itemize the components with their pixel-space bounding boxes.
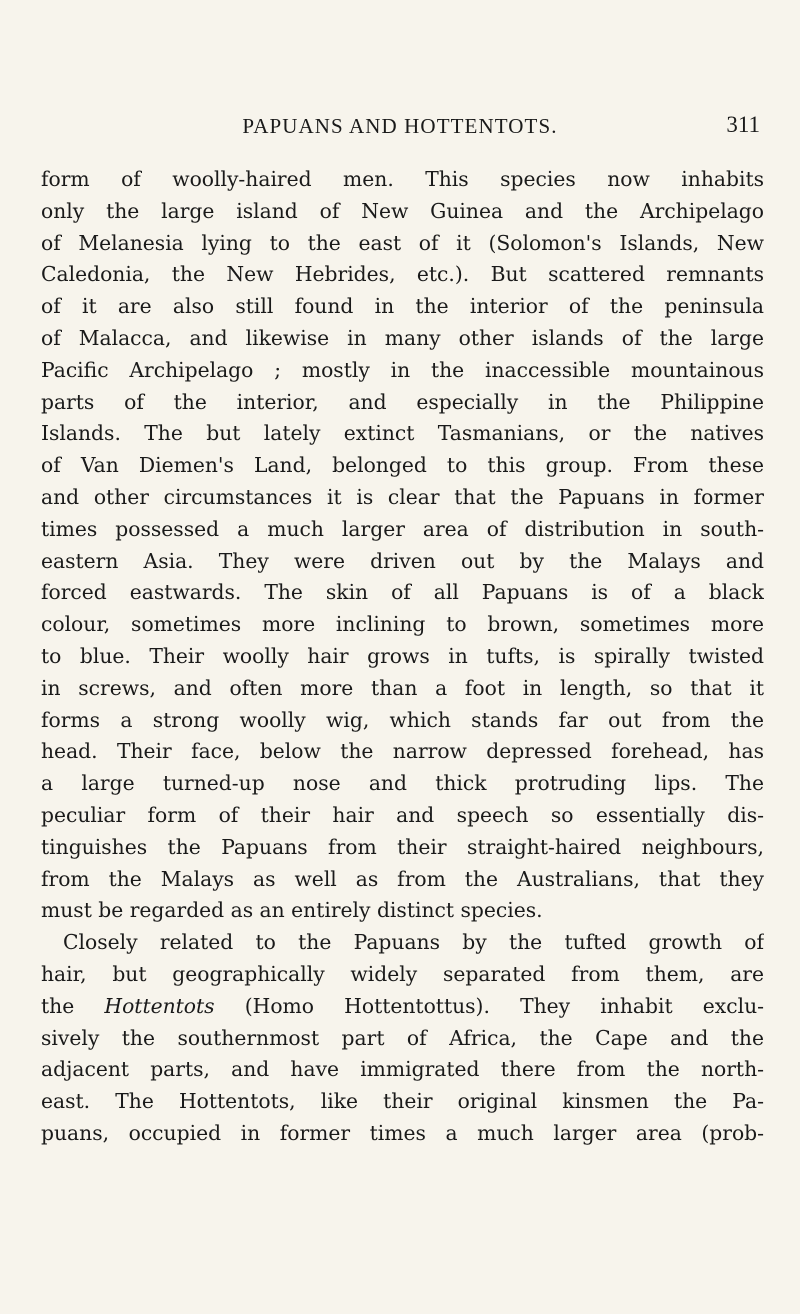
text-line: eastern Asia. They were driven out by the Malays and xyxy=(41,548,764,573)
text-line: Closely related to the Papuans by the tufted growth of xyxy=(63,930,764,955)
text-line: Caledonia, the New Hebrides, etc.). But scattered remnants xyxy=(41,262,764,287)
text-line: adjacent parts, and have immigrated there from the north- xyxy=(41,1057,764,1082)
text-line: head. Their face, below the narrow depressed forehead, has xyxy=(41,739,764,764)
text-line: forced eastwards. The skin of all Papuans is of a black xyxy=(41,580,764,605)
running-title: PAPUANS AND HOTTENTOTS. xyxy=(242,114,558,138)
text-line: of Melanesia lying to the east of it (Solomon's Islands, New xyxy=(41,230,764,255)
text-line: Islands. The but lately extinct Tasmanians, or the natives xyxy=(41,421,764,446)
text-line: and other circumstances it is clear that the Papuans in former xyxy=(41,484,764,509)
text-line: only the large island of New Guinea and the Archipelago xyxy=(41,198,764,223)
text-line: to blue. Their woolly hair grows in tufts, is spirally twisted xyxy=(41,643,764,668)
text-line: of it are also still found in the interior of the peninsula xyxy=(41,294,764,319)
text-line: colour, sometimes more inclining to brown, sometimes more xyxy=(41,612,764,637)
text-line: east. The Hottentots, like their original kinsmen the Pa- xyxy=(41,1089,764,1114)
text-line: from the Malays as well as from the Australians, that they xyxy=(41,866,764,891)
text-line: times possessed a much larger area of distribution in south- xyxy=(41,516,764,541)
text-line: sively the southernmost part of Africa, the Cape and the xyxy=(41,1025,764,1050)
text-line: in screws, and often more than a foot in length, so that it xyxy=(41,675,764,700)
text-line: a large turned-up nose and thick protruding lips. The xyxy=(41,771,764,796)
page-number: 311 xyxy=(726,112,760,137)
body-text xyxy=(41,164,764,1150)
text-line: of Malacca, and likewise in many other islands of the large xyxy=(41,325,764,350)
text-run: the xyxy=(41,993,105,1018)
text-line: puans, occupied in former times a much larger area (prob- xyxy=(41,1120,764,1145)
text-line: form of woolly-haired men. This species now inhabits xyxy=(41,167,764,191)
text-line: of Van Diemen's Land, belonged to this group. From these xyxy=(41,453,764,478)
text-line: tinguishes the Papuans from their straight-haired neighbours, xyxy=(41,834,764,859)
text-line: Pacific Archipelago ; mostly in the inaccessible mountainous xyxy=(41,357,764,382)
text-line: hair, but geographically widely separated from them, are xyxy=(41,961,764,986)
running-head xyxy=(40,112,760,148)
text-line: parts of the interior, and especially in the Philippine xyxy=(41,389,764,414)
text-line: forms a strong woolly wig, which stands far out from the xyxy=(41,707,764,732)
text-line xyxy=(41,991,764,1023)
text-run: (Homo Hottentottus). They inhabit exclu- xyxy=(214,993,764,1018)
italic-term: Hottentots xyxy=(104,993,215,1018)
text-line: peculiar form of their hair and speech so essentially dis- xyxy=(41,802,764,827)
text-line: must be regarded as an entirely distinct species. xyxy=(41,898,543,923)
